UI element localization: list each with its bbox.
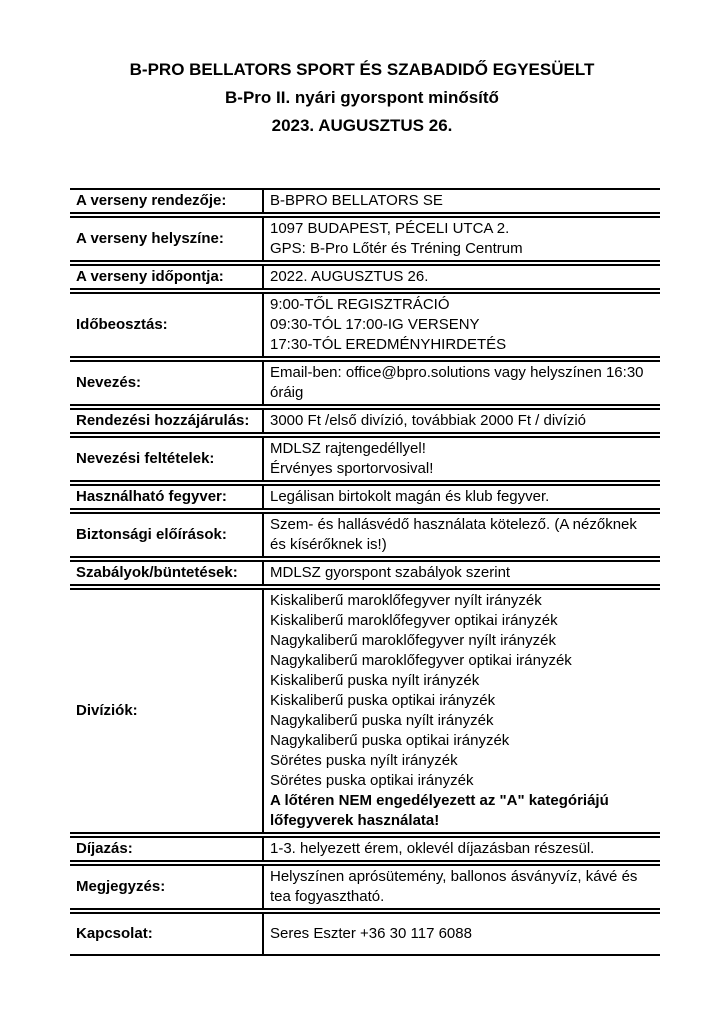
value-line: 1-3. helyezett érem, oklevél díjazásban részesül. <box>270 840 595 857</box>
value-line: Érvényes sportorvosival! <box>270 460 434 477</box>
row-value <box>262 360 660 406</box>
row-label: Szabályok/büntetések: <box>70 560 262 586</box>
row-value <box>262 436 660 482</box>
info-table-body <box>70 188 660 956</box>
value-line: Helyszínen aprósütemény, ballonos ásványvíz, kávé és tea fogyasztható. <box>270 868 638 905</box>
value-line: MDLSZ gyorspont szabályok szerint <box>270 564 511 581</box>
row-value <box>262 864 660 910</box>
table-row <box>70 912 660 956</box>
table-row <box>70 436 660 482</box>
row-value <box>262 188 660 214</box>
table-row <box>70 408 660 434</box>
row-label: Nevezés: <box>70 360 262 406</box>
row-value <box>262 560 660 586</box>
value-line: 3000 Ft /első divízió, továbbiak 2000 Ft / divízió <box>270 412 587 429</box>
value-line: 9:00-TŐL REGISZTRÁCIÓ <box>270 296 450 313</box>
row-value <box>262 216 660 262</box>
table-row <box>70 560 660 586</box>
value-line: Kiskaliberű puska optikai irányzék <box>270 692 496 709</box>
row-label: Kapcsolat: <box>70 912 262 956</box>
title-line-3: 2023. AUGUSZTUS 26. <box>271 116 453 135</box>
value-line: Kiskaliberű maroklőfegyver nyílt irányzék <box>270 592 542 609</box>
row-label: Időbeosztás: <box>70 292 262 358</box>
row-label: Biztonsági előírások: <box>70 512 262 558</box>
value-line: GPS: B-Pro Lőtér és Tréning Centrum <box>270 240 523 257</box>
value-line: A lőtéren NEM engedélyezett az "A" kategóriájú lőfegyverek használata! <box>270 792 609 829</box>
value-line: 2022. AUGUSZTUS 26. <box>270 268 429 285</box>
table-row <box>70 512 660 558</box>
row-label: Díjazás: <box>70 836 262 862</box>
document-title <box>0 56 724 140</box>
competition-info-table <box>70 186 660 958</box>
row-label: A verseny rendezője: <box>70 188 262 214</box>
row-value <box>262 512 660 558</box>
table-row <box>70 360 660 406</box>
table-row <box>70 188 660 214</box>
value-line: Kiskaliberű maroklőfegyver optikai irányzék <box>270 612 558 629</box>
value-line: Nagykaliberű puska nyílt irányzék <box>270 712 494 729</box>
value-line: B-BPRO BELLATORS SE <box>270 192 443 209</box>
table-row <box>70 588 660 834</box>
value-line: MDLSZ rajtengedéllyel! <box>270 440 426 457</box>
row-label: Nevezési feltételek: <box>70 436 262 482</box>
value-line: Nagykaliberű maroklőfegyver nyílt irányzék <box>270 632 556 649</box>
title-line-1: B-PRO BELLATORS SPORT ÉS SZABADIDŐ EGYESÜELT <box>129 60 595 79</box>
value-line: Szem- és hallásvédő használata kötelező. (A nézőknek és kísérőknek is!) <box>270 516 637 553</box>
table-row <box>70 864 660 910</box>
row-value <box>262 484 660 510</box>
value-line: 09:30-TÓL 17:00-IG VERSENY <box>270 316 480 333</box>
row-label: Rendezési hozzájárulás: <box>70 408 262 434</box>
table-row <box>70 216 660 262</box>
row-value <box>262 836 660 862</box>
table-row <box>70 264 660 290</box>
value-line: 17:30-TÓL EREDMÉNYHIRDETÉS <box>270 336 507 353</box>
value-line: 1097 BUDAPEST, PÉCELI UTCA 2. <box>270 220 510 237</box>
row-label: A verseny időpontja: <box>70 264 262 290</box>
value-line: Sörétes puska nyílt irányzék <box>270 752 458 769</box>
row-value <box>262 292 660 358</box>
row-label: A verseny helyszíne: <box>70 216 262 262</box>
table-row <box>70 292 660 358</box>
row-value <box>262 912 660 956</box>
table-row <box>70 484 660 510</box>
row-label: Használható fegyver: <box>70 484 262 510</box>
row-value <box>262 588 660 834</box>
value-line: Sörétes puska optikai irányzék <box>270 772 474 789</box>
row-value <box>262 408 660 434</box>
value-line: Seres Eszter +36 30 117 6088 <box>270 925 472 942</box>
value-line: Legálisan birtokolt magán és klub fegyver. <box>270 488 550 505</box>
row-value <box>262 264 660 290</box>
value-line: Nagykaliberű maroklőfegyver optikai irányzék <box>270 652 572 669</box>
value-line: Kiskaliberű puska nyílt irányzék <box>270 672 480 689</box>
value-line: Email-ben: office@bpro.solutions vagy helyszínen 16:30 óráig <box>270 364 644 401</box>
row-label: Megjegyzés: <box>70 864 262 910</box>
value-line: Nagykaliberű puska optikai irányzék <box>270 732 510 749</box>
table-row <box>70 836 660 862</box>
row-label: Divíziók: <box>70 588 262 834</box>
title-line-2: B-Pro II. nyári gyorspont minősítő <box>225 88 499 107</box>
